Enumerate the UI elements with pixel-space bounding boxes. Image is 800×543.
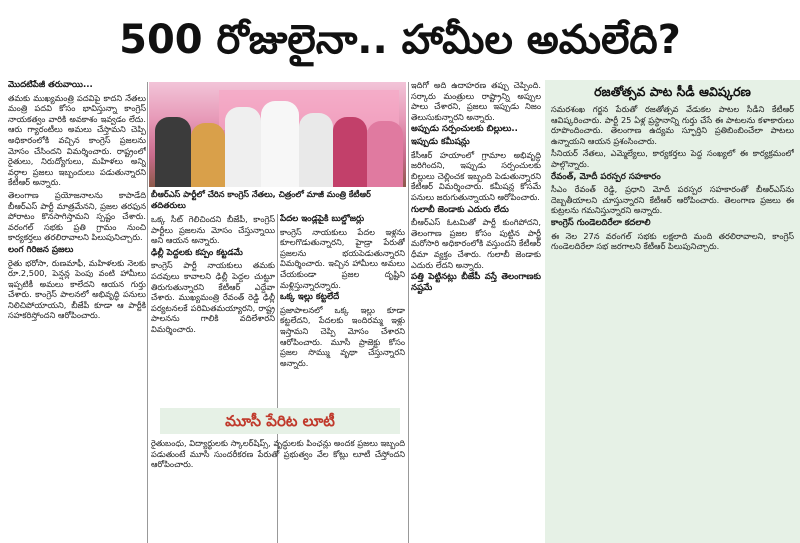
article-paragraph: సీనియర్ నేతలు, ఎమ్మెల్యేలు, కార్యకర్తలు పెద్ద సంఖ్యలో ఈ కార్యక్రమంలో పాల్గొన్నారు.: [551, 148, 794, 169]
subheading: ఢిల్లీ పెద్దలకు కప్పం కట్టడమే: [151, 247, 243, 258]
subheading: రేవంత్, మోదీ పరస్పర సహకారం: [551, 171, 661, 182]
article-paragraph: సమరశంఖ గర్జన పేరుతో రజతోత్సవ వేడుకల పాటల సీడీని కేటీఆర్ ఆవిష్కరించారు. పార్టీ 25 ఏళ్ల ప్రస్థానాన్ని గుర్తు చేసే ఈ పాటలను కళాకారులు రూపొందించారు. తెలంగాణ ఉద్యమ స్ఫూర్తిని ప్రతిబింబించేలా పాటలు ఉన్నాయని ఆయన ప్రశంసించారు.: [551, 104, 794, 146]
column-rule: [147, 82, 148, 543]
person-figure: [367, 121, 403, 187]
article-paragraph: రైతు భరోసా, రుణమాఫీ, మహిళలకు నెలకు రూ.2,500, పెన్షన్ల పెంపు వంటి హామీలు ఇప్పటికీ అమలు కాలేదని ఆయన గుర్తు చేశారు. కాంగ్రెస్ పాలనలో అభివృద్ధి పనులు నిలిచిపోయాయని, బీజేపీ కూడా ఆ పార్టీకి సహకరిస్తోందని ఆరోపించారు.: [8, 257, 146, 321]
person-figure: [225, 107, 261, 187]
photo-caption: బీఆర్ఎస్ పార్టీలో చేరిన కాంగ్రెస్ నేతలు, చిత్రంలో మాజీ మంత్రి కేటీఆర్ తదితరులు: [151, 189, 371, 210]
continuation-note: మొదటిపేజీ తరువాయి...: [8, 80, 93, 90]
article-paragraph: కేసీఆర్ హయాంలో గ్రామాల అభివృద్ధి జరిగిందని, ఇప్పుడు సర్పంచులకు బిల్లులు చెల్లించక ఇబ్బంది పెడుతున్నారని కేటీఆర్ విమర్శించారు. కమీషన్ల కోసమే పనులు జరుగుతున్నాయని ఆరోపించారు.: [411, 149, 541, 202]
subheading: లంగ గిరిజన ప్రజలు: [8, 244, 74, 255]
article-paragraph: కాంగ్రెస్ పార్టీ నాయకులు తమకు పదవులు కావాలని ఢిల్లీ పెద్దల చుట్టూ తిరుగుతున్నారని కేటీఆర్ ఎద్దేవా చేశారు. ముఖ్యమంత్రి రేవంత్ రెడ్డి ఢిల్లీ పర్యటనలకే పరిమితమయ్యారని, రాష్ట్ర పాలనను గాలికి వదిలేశారని విమర్శించారు.: [151, 260, 275, 334]
headline: 500 రోజులైనా.. హామీల అమలేది?: [119, 17, 681, 63]
person-figure: [155, 117, 191, 187]
right-column: [551, 104, 794, 543]
column-rule: [408, 82, 409, 543]
fourth-column: [411, 80, 541, 543]
person-figure: [191, 123, 225, 187]
subheading: అప్పుడు సర్పంచులకు బిల్లులు..: [411, 124, 518, 135]
article-paragraph: ఇదిగో అది ఉదాహరణ తప్పు చెప్పింది. సర్కారు మంత్రులు రాష్ట్రాన్ని అప్పుల పాలు చేశారని, ప్రజలు ఇప్పుడు నిజం తెలుసుకున్నారని అన్నారు.: [411, 80, 541, 122]
article-paragraph: కాంగ్రెస్ నాయకులు పేదల ఇళ్లను కూలగొడుతున్నారని, హైడ్రా పేరుతో ప్రజలను భయపెడుతున్నారని విమర్శించారు. ఇచ్చిన హామీలు అమలు చేయకుండా ప్రజల దృష్టిని మళ్లిస్తున్నారన్నారు.: [280, 226, 405, 290]
person-figure: [333, 117, 367, 187]
article-paragraph: తమకు ముఖ్యమంత్రి పదవిపై కాదని నేతలు మంత్రి పదవి కోసం భావిస్తున్నా కాంగ్రెస్ నాయకత్వం వారికి అవకాశం ఇవ్వడం లేదు. ఆరు గ్యారంటీలు అమలు చేస్తామని చెప్పి అధికారంలోకి వచ్చిన కాంగ్రెస్ ప్రజలను మోసం చేసిందని విమర్శించారు. రాష్ట్రంలో రైతులు, నిరుద్యోగులు, మహిళలు అన్ని వర్గాల ప్రజలు ఇబ్బందులు పడుతున్నారని కేటీఆర్ అన్నారు.: [8, 92, 146, 188]
sidebar-title: రజతోత్సవ పాట సీడీ ఆవిష్కరణ: [594, 84, 751, 99]
loot-section: [151, 438, 405, 543]
article-paragraph: ప్రజాపాలనలో ఒక్క ఇల్లు కూడా కట్టలేదని, పేదలకు ఇందిరమ్మ ఇళ్లు ఇస్తామని చెప్పి మోసం చేశారని ఆరోపించారు. మూసీ ప్రాజెక్టు కోసం ప్రజల సొమ్ము వృథా చేస్తున్నారని అన్నారు.: [280, 304, 405, 368]
subheading: గులాబీ జెండాకు ఎదురు లేదు: [411, 204, 509, 215]
article-paragraph: రైతుబంధు, విద్యార్థులకు స్కాలర్‌షిప్స్, వృద్ధులకు పింఛన్లు అందక ప్రజలు ఇబ్బంది పడుతుంటే మూసీ సుందరీకరణ పేరుతో ప్రభుత్వం వేల కోట్లు లూటీ చేస్తోందని ఆరోపించారు.: [151, 438, 405, 470]
section-heading-loot: మూసీ పేరిట లూటీ: [160, 408, 400, 434]
person-figure: [261, 101, 299, 187]
subheading: ఒక్క ఇల్లు కట్టలేదే: [280, 292, 340, 303]
news-photo: [149, 82, 406, 187]
article-paragraph: బీఆర్ఎస్ ఓటమితో పార్టీ కుంగిపోదని, తెలంగాణ ప్రజల కోసం పుట్టిన పార్టీ మరోసారి అధికారంలోకి వస్తుందని కేటీఆర్ ధీమా వ్యక్తం చేశారు. గులాబీ జెండాకు ఎదురు లేదని అన్నారు.: [411, 217, 541, 270]
middle-column-b: [280, 214, 405, 404]
person-figure: [299, 113, 333, 187]
article-paragraph: ఒక్క సీట్ గెలిచిందని బీజేపీ, కాంగ్రెస్ పార్టీలు ప్రజలను మోసం చేస్తున్నాయి అని ఆయన అన్నారు.: [151, 214, 275, 246]
article-paragraph: సీఎం రేవంత్ రెడ్డి, ప్రధాని మోదీ పరస్పర సహకారంతో బీఆర్ఎస్‌ను దెబ్బతీయాలని చూస్తున్నారని కేటీఆర్ ఆరోపించారు. తెలంగాణ ప్రజలు ఈ కుట్రలను గమనిస్తున్నారని అన్నారు.: [551, 184, 794, 216]
article-paragraph: తెలంగాణ ప్రయోజనాలను కాపాడేది బీఆర్ఎస్ పార్టీ మాత్రమేనని, ప్రజల తరఫున పోరాటం కొనసాగిస్తామని స్పష్టం చేశారు. వరంగల్ సభకు ప్రతి గ్రామం నుంచి కార్యకర్తలు తరలిరావాలని పిలుపునిచ్చారు.: [8, 189, 146, 243]
subheading: ఇప్పుడు కమీషన్లు: [411, 136, 470, 147]
subheading: పేదల ఇండ్లపైకి బుల్డోజర్లు: [280, 214, 365, 224]
article-paragraph: ఈ నెల 27న వరంగల్ సభకు లక్షలాది మంది తరలిరావాలని, కాంగ్రెస్ గుండెలదిరేలా సభ జరగాలని కేటీఆర్ పిలుపునిచ్చారు.: [551, 230, 794, 252]
subheading: పత్తి పెట్టినట్లు బీజేపీ వస్తే తెలంగాణకు నష్టమే: [411, 272, 541, 293]
left-column: [8, 80, 146, 543]
subheading: కాంగ్రెస్ గుండెలదిరేలా కదలాలి: [551, 217, 651, 228]
